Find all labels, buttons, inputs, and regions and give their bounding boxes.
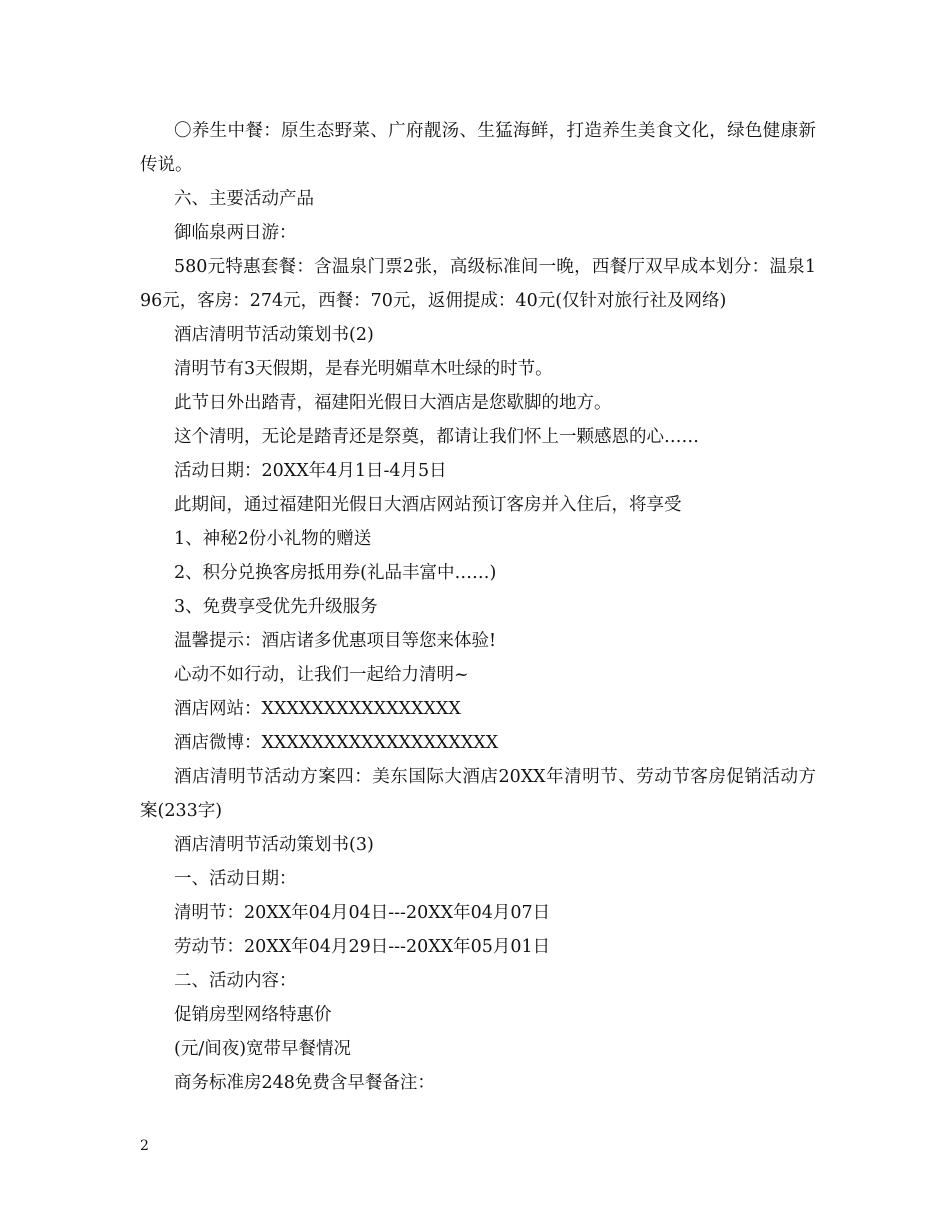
paragraph: 酒店微博：XXXXXXXXXXXXXXXXXXX xyxy=(174,733,499,753)
paragraph: 促销房型网络特惠价 xyxy=(174,1005,332,1025)
paragraph: 580元特惠套餐：含温泉门票2张，高级标准间一晚，西餐厅双早成本划分：温泉196元，客房：274元，西餐：70元，返佣提成：40元(仅针对旅行社及网络) xyxy=(140,257,816,311)
paragraph: 劳动节：20XX年04月29日---20XX年05月01日 xyxy=(174,937,551,957)
paragraph: 此期间，通过福建阳光假日大酒店网站预订客房并入住后，将享受 xyxy=(174,495,682,515)
paragraph: 御临泉两日游： xyxy=(174,223,297,243)
paragraph: 心动不如行动，让我们一起给力清明~ xyxy=(174,665,469,685)
page-number: 2 xyxy=(140,1138,149,1154)
paragraph: 酒店清明节活动方案四：美东国际大酒店20XX年清明节、劳动节客房促销活动方案(233字) xyxy=(140,767,816,821)
paragraph: 清明节：20XX年04月04日---20XX年04月07日 xyxy=(174,903,551,923)
section-heading: 六、主要活动产品 xyxy=(174,189,314,209)
paragraph: 酒店网站：XXXXXXXXXXXXXXXX xyxy=(174,699,461,719)
list-item: 1、神秘2份小礼物的赠送 xyxy=(174,529,372,549)
paragraph: (元/间夜)宽带早餐情况 xyxy=(174,1039,352,1059)
paragraph: 温馨提示：酒店诸多优惠项目等您来体验! xyxy=(174,631,497,651)
paragraph: 〇养生中餐：原生态野菜、广府靓汤、生猛海鲜，打造养生美食文化，绿色健康新传说。 xyxy=(140,121,816,175)
section-heading: 一、活动日期： xyxy=(174,869,297,889)
list-item: 3、免费享受优先升级服务 xyxy=(174,597,378,617)
paragraph: 商务标准房248免费含早餐备注： xyxy=(174,1073,435,1093)
list-item: 2、积分兑换客房抵用券(礼品丰富中……) xyxy=(174,563,497,583)
paragraph: 此节日外出踏青，福建阳光假日大酒店是您歇脚的地方。 xyxy=(174,393,612,413)
paragraph: 清明节有3天假期，是春光明媚草木吐绿的时节。 xyxy=(174,359,553,379)
paragraph: 这个清明，无论是踏青还是祭奠，都请让我们怀上一颗感恩的心…… xyxy=(174,427,699,447)
section-heading: 酒店清明节活动策划书(3) xyxy=(174,835,374,855)
paragraph: 活动日期：20XX年4月1日-4月5日 xyxy=(174,461,447,481)
document-body xyxy=(140,114,816,1100)
section-heading: 二、活动内容： xyxy=(174,971,297,991)
section-heading: 酒店清明节活动策划书(2) xyxy=(174,325,374,345)
